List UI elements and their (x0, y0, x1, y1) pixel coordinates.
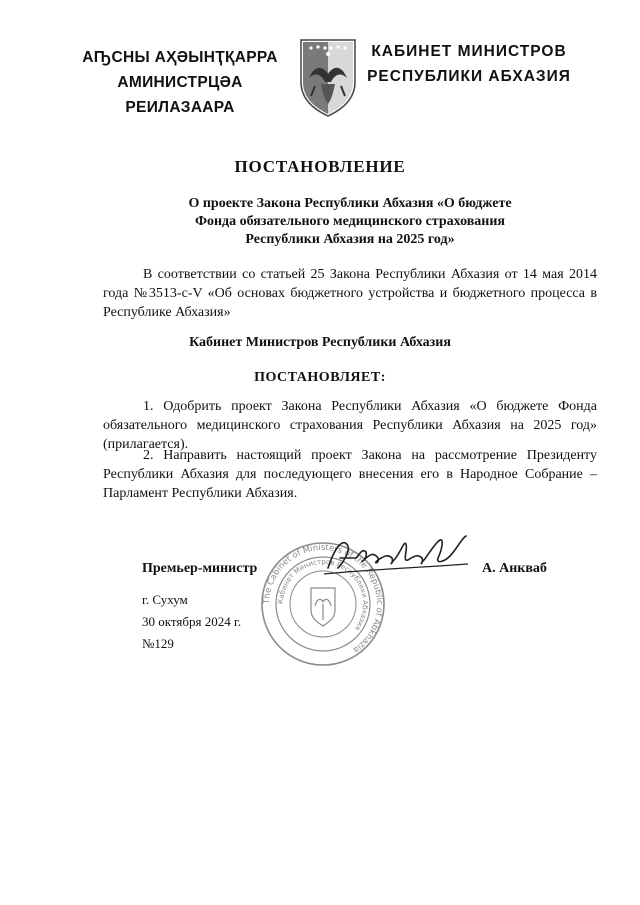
resolves-heading: ПОСТАНОВЛЯЕТ: (254, 370, 386, 385)
preamble-paragraph (103, 265, 597, 322)
signatory-position: Премьер-министр (142, 561, 258, 576)
issuer-line: Кабинет Министров Республики Абхазия (189, 335, 451, 350)
footer-city: г. Сухум (142, 592, 188, 607)
header-right (362, 39, 576, 89)
subject-line1: О проекте Закона Республики Абхазия «О бюджете (188, 196, 512, 211)
footer-number: №129 (142, 636, 174, 651)
footer-date: 30 октября 2024 г. (142, 614, 242, 629)
signatory-name: А. Анкваб (482, 561, 547, 576)
stamp-inner-text: Кабинет Министров Республики Абхазия (276, 557, 370, 632)
subject-line2: Фонда обязательного медицинского страхования (194, 214, 506, 229)
header-left-line2: АМИНИСТРЦӘА РЕИЛАЗААРА (117, 74, 243, 116)
handwritten-signature (322, 534, 472, 580)
header-right-line2: РЕСПУБЛИКИ АБХАЗИЯ (367, 68, 571, 85)
document-title: ПОСТАНОВЛЕНИЕ (234, 157, 406, 176)
item-2-text: 2. Направить настоящий проект Закона на рассмотрение Президенту Республики Абхазия для последующего внесения его в Народное Собрание – Парламент Республики Абхазия. (103, 448, 597, 501)
item-1-text: 1. Одобрить проект Закона Республики Абхазия «О бюджете Фонда обязательного медицинского страхования Республики Абхазия на 2025 год» (прилагается). (103, 399, 597, 452)
document-subject (120, 195, 580, 249)
preamble-text: В соответствии со статьей 25 Закона Республики Абхазия от 14 мая 2014 года №3513-с-V «Об основах бюджетного устройства и бюджетного процесса в Республике Абхазия» (103, 267, 597, 320)
header-left (62, 45, 298, 120)
stamp-outer-text: The Cabinet of Ministers of the Republic of Abkhazia (261, 542, 385, 655)
coat-of-arms-emblem (299, 38, 357, 118)
subject-line3: Республики Абхазия на 2025 год» (245, 232, 455, 247)
item-2 (103, 446, 597, 503)
header-right-line1: КАБИНЕТ МИНИСТРОВ (371, 43, 567, 60)
header-left-line1: АҦСНЫ АҲӘЫНҬҚАРРА (82, 49, 278, 66)
